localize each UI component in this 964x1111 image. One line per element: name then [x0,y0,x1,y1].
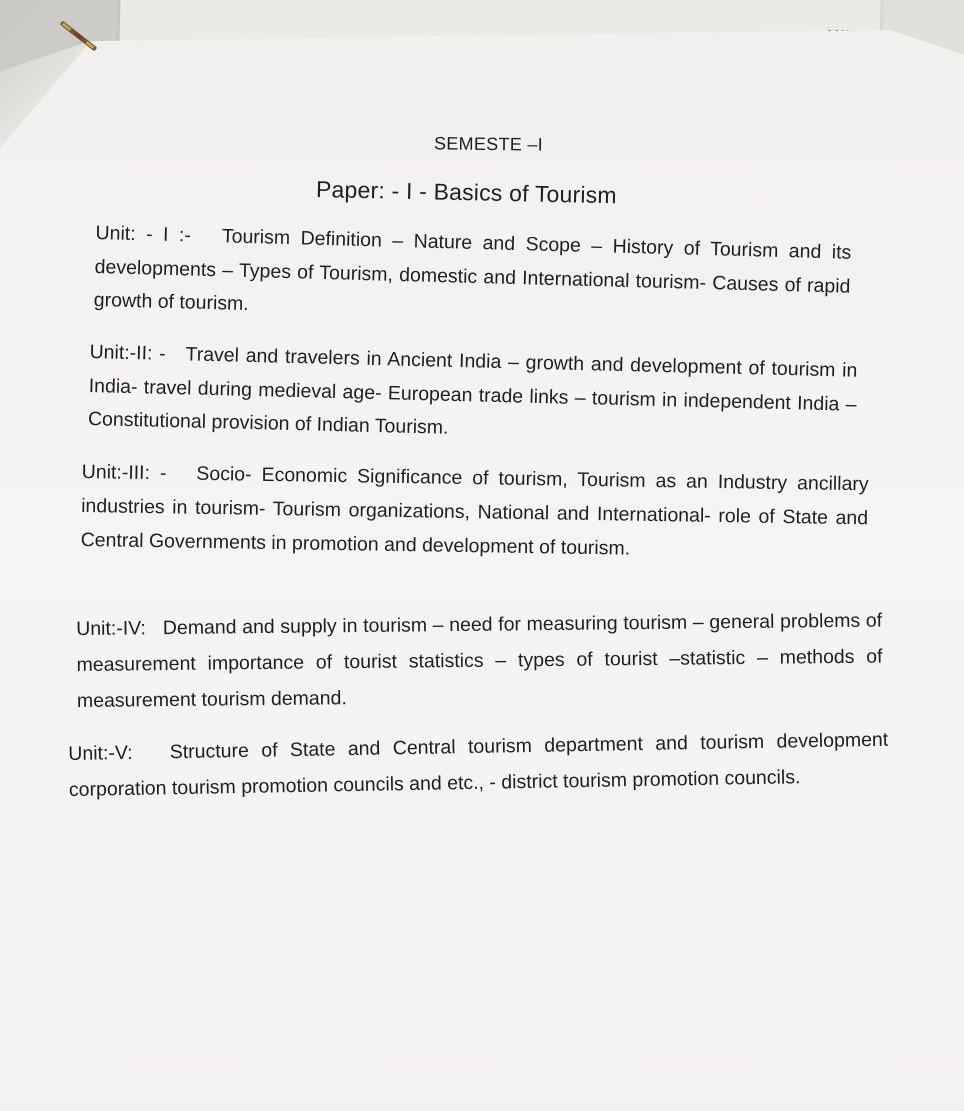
unit-1-label: Unit: - I :- [95,221,213,248]
semester-heading: SEMESTE –I [433,133,544,155]
unit-5-section [68,722,889,808]
unit-3-section [80,455,869,570]
unit-2-label: Unit:-II: - [89,340,180,366]
unit-4-label: Unit:-IV: [76,617,158,640]
unit-4-section [76,603,883,720]
unit-2-text: Travel and travelers in Ancient India – growth and development of tourism in India- travel during medieval age- European trade links – tourism in independent India – Constitutional provision of Indian Tourism. [87,343,858,439]
unit-2-section [88,336,858,455]
paper-title: Paper: - I - Basics of Tourism [315,176,618,209]
unit-5-text: Structure of State and Central tourism department and tourism development corporation tourism promotion councils and etc., - district tourism promotion councils. [68,728,889,802]
unit-3-text: Socio- Economic Significance of tourism, Tourism as an Industry ancillary industries in tourism- Tourism organizations, National and International- role of State and Central Governments in promotion and development of tourism. [80,462,869,560]
unit-3-label: Unit:-III: - [81,460,187,485]
unit-1-text: Tourism Definition – Nature and Scope – History of Tourism and its developments – Types of Tourism, domestic and International tourism- Causes of rapid growth of tourism. [93,225,852,316]
unit-4-text: Demand and supply in tourism – need for measuring tourism – general problems of measurement importance of tourist statistics – types of tourist –statistic – methods of measurement tourism demand. [76,609,883,713]
unit-5-label: Unit:-V: [68,741,158,765]
unit-1-section [93,217,851,337]
